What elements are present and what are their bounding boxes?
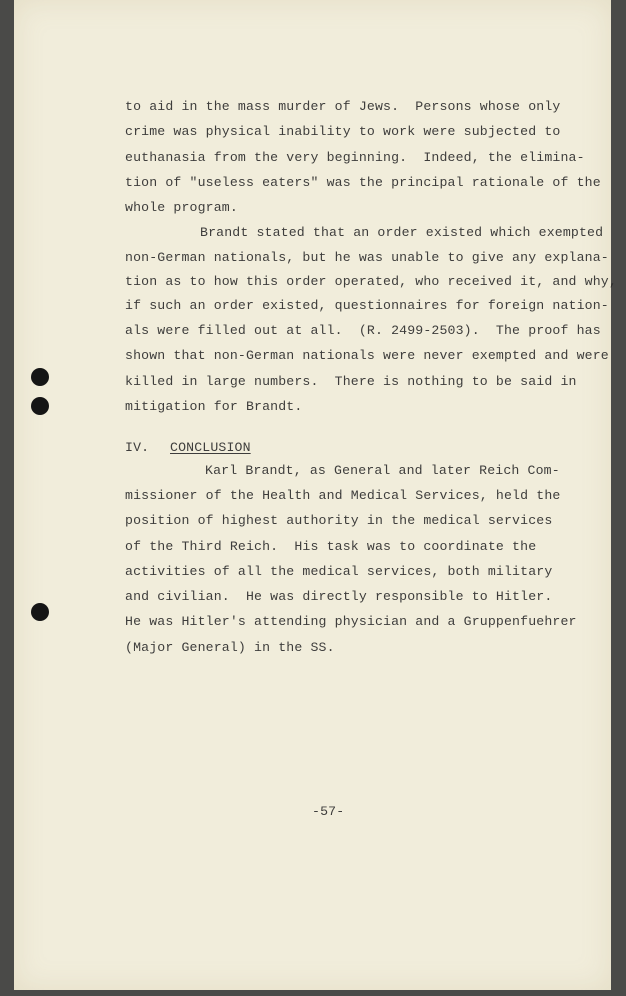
text-line: euthanasia from the very beginning. Indeed, the elimina- — [125, 150, 585, 165]
text-line: missioner of the Health and Medical Services, held the — [125, 488, 561, 503]
text-line: tion of "useless eaters" was the principal rationale of the — [125, 175, 601, 190]
text-line: non-German nationals, but he was unable to give any explana- — [125, 250, 609, 265]
text-line: (Major General) in the SS. — [125, 640, 335, 655]
text-line: killed in large numbers. There is nothing to be said in — [125, 374, 577, 389]
text-line: to aid in the mass murder of Jews. Persons whose only — [125, 99, 561, 114]
text-line: whole program. — [125, 200, 238, 215]
text-line: position of highest authority in the medical services — [125, 513, 553, 528]
page-number: -57- — [312, 804, 345, 819]
punch-hole-2 — [31, 397, 49, 415]
text-line: Brandt stated that an order existed which exempted — [200, 225, 604, 240]
text-line: shown that non-German nationals were never exempted and were — [125, 348, 609, 363]
text-line: if such an order existed, questionnaires for foreign nation- — [125, 298, 609, 313]
text-line: tion as to how this order operated, who received it, and why, — [125, 274, 617, 289]
text-line: and civilian. He was directly responsible to Hitler. — [125, 589, 553, 604]
text-line: mitigation for Brandt. — [125, 399, 303, 414]
text-line: activities of all the medical services, both military — [125, 564, 553, 579]
text-line: of the Third Reich. His task was to coordinate the — [125, 539, 537, 554]
punch-hole-3 — [31, 603, 49, 621]
text-line: Karl Brandt, as General and later Reich Com- — [205, 463, 560, 478]
section-number: IV. — [125, 440, 150, 455]
section-title: CONCLUSION — [170, 440, 251, 455]
text-line: als were filled out at all. (R. 2499-2503). The proof has — [125, 323, 601, 338]
text-line: He was Hitler's attending physician and a Gruppenfuehrer — [125, 614, 577, 629]
punch-hole-1 — [31, 368, 49, 386]
text-line: crime was physical inability to work were subjected to — [125, 124, 561, 139]
